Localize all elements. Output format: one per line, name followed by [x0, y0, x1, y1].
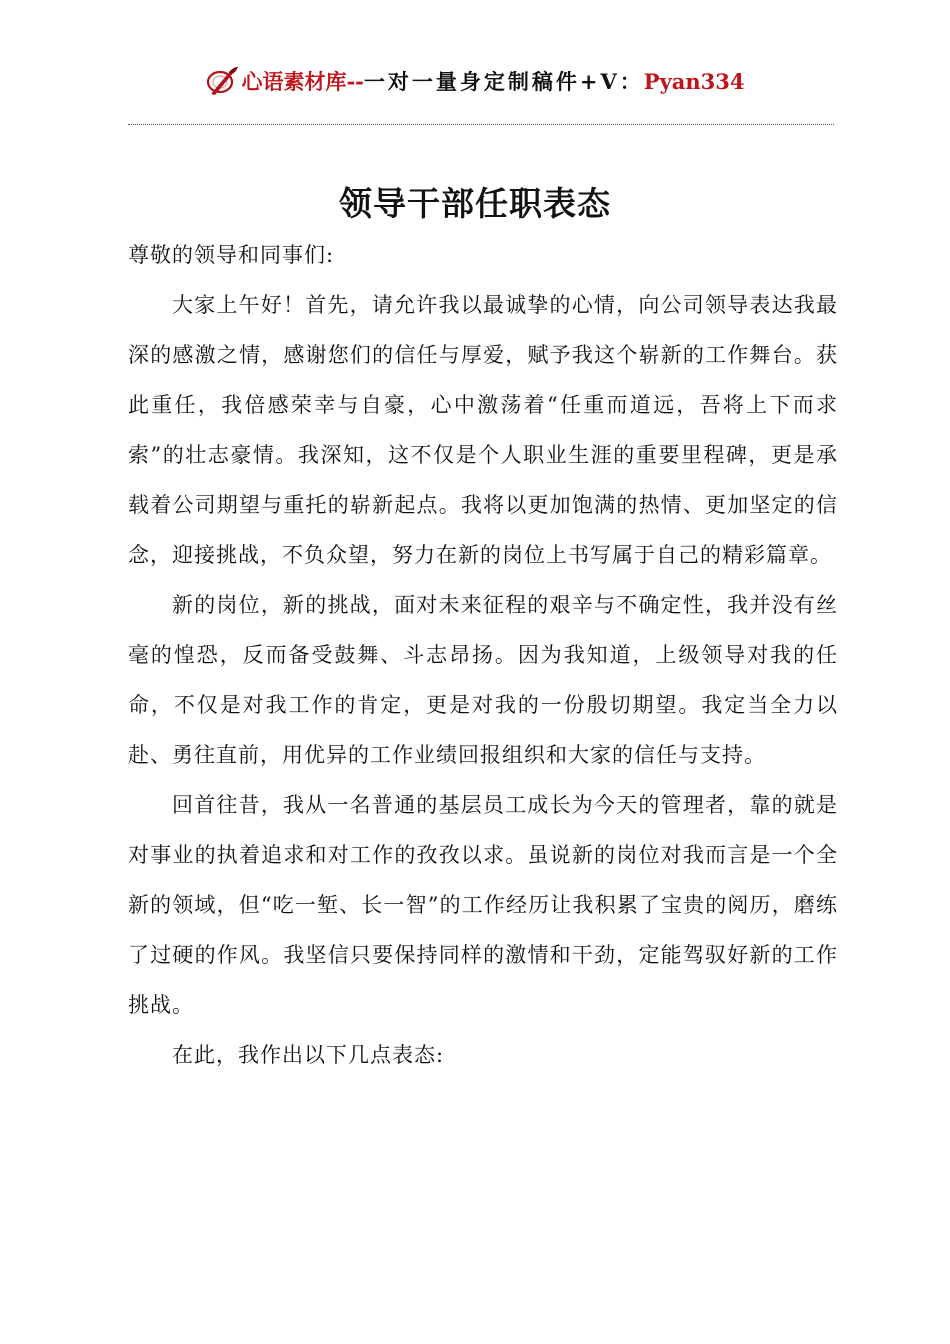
paragraph-statement-intro: 在此，我作出以下几点表态:	[172, 1043, 445, 1067]
paragraph-looking-back: 回首往昔，我从一名普通的基层员工成长为今天的管理者，靠的就是对事业的执着追求和对工作的孜孜以求。虽说新的岗位对我而言是一个全新的领域，但“吃一堑、长一智”的工作经历让我积累了宝贵的阅历，磨练了过硬的作风。我坚信只要保持同样的激情和干劲，定能驾驭好新的工作挑战。	[128, 793, 838, 1017]
document-title: 领导干部任职表态	[339, 184, 611, 223]
salutation: 尊敬的领导和同事们:	[128, 243, 335, 267]
quill-pen-logo-icon	[205, 64, 239, 98]
paragraph-gratitude: 大家上午好！首先，请允许我以最诚挚的心情，向公司领导表达我最深的感激之情，感谢您们的信任与厚爱，赋予我这个崭新的工作舞台。获此重任，我倍感荣幸与自豪，心中激荡着“任重而道远，吾将上下而求索”的壮志豪情。我深知，这不仅是个人职业生涯的重要里程碑，更是承载着公司期望与重托的崭新起点。我将以更加饱满的热情、更加坚定的信念，迎接挑战，不负众望，努力在新的岗位上书写属于自己的精彩篇章。	[128, 293, 838, 567]
header-dash: --	[346, 68, 364, 94]
contact-id: Pyan334	[643, 68, 745, 94]
header-slogan: 一对一量身定制稿件	[363, 69, 580, 94]
document-body	[128, 230, 838, 1080]
paragraph-new-challenge: 新的岗位，新的挑战，面对未来征程的艰辛与不确定性，我并没有丝毫的惶恐，反而备受鼓舞、斗志昂扬。因为我知道，上级领导对我的任命，不仅是对我工作的肯定，更是对我的一份殷切期望。我定当全力以赴、勇往直前，用优异的工作业绩回报组织和大家的信任与支持。	[128, 593, 838, 767]
brand-name: 心语素材库	[241, 69, 347, 94]
header-divider	[128, 124, 834, 125]
contact-prefix: +V：	[579, 69, 644, 94]
page-header	[0, 58, 950, 104]
